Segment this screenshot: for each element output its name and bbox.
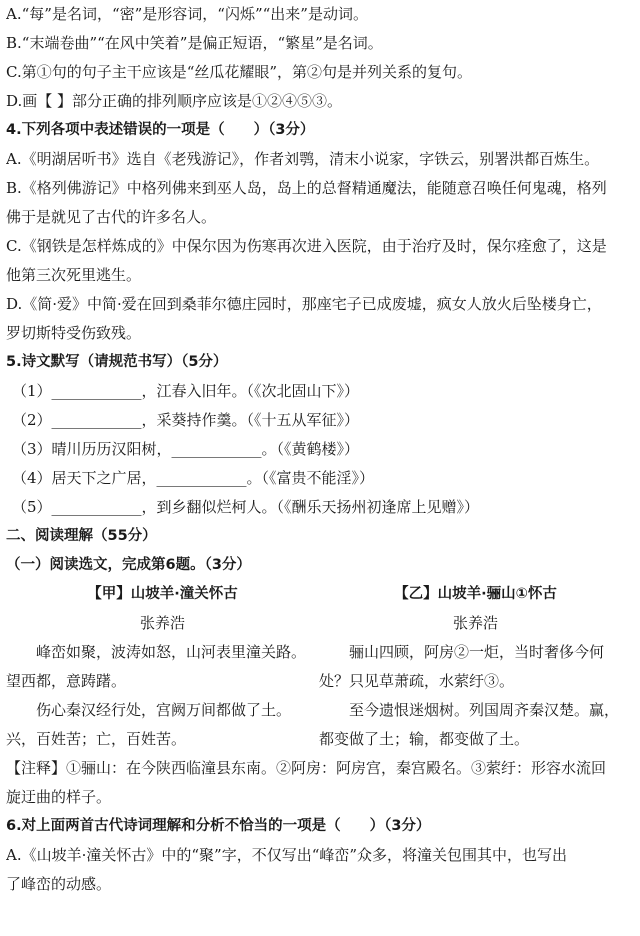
poem-yi-author: 张养浩 [452, 614, 498, 632]
section-2-heading: 二、阅读理解（55分） [6, 528, 157, 544]
subsection-1-heading: （一）阅读选文，完成第6题。（3分） [6, 557, 251, 573]
q5-item-1: （1）____________，江春入旧年。（《次北固山下》） [12, 382, 360, 400]
poems-two-column [6, 580, 632, 754]
poem-yi-line: 骊山四顾，阿房②一炬，当时奢侈今何 [349, 643, 605, 661]
poem-jia-title: 【甲】山坡羊·潼关怀古 [87, 586, 238, 602]
poem-yi-title: 【乙】山坡羊·骊山①怀古 [394, 586, 557, 602]
q3-option-c: C.第①句的句子主干应该是“丝瓜花耀眼”，第②句是并列关系的复句。 [6, 63, 473, 81]
poem-yi [319, 580, 632, 754]
q5-item-2: （2）____________，采葵持作羹。（《十五从军征》） [12, 411, 360, 429]
q6-option-a-cont: 了峰峦的动感。 [6, 875, 112, 893]
q4-option-a: A.《明湖居听书》选自《老残游记》，作者刘鹗，清末小说家，字铁云，别署洪都百炼生。 [6, 150, 600, 168]
poem-jia-author: 张养浩 [139, 614, 185, 632]
q4-option-d-cont: 罗切斯特受伤致残。 [6, 324, 142, 342]
q5-item-4: （4）居天下之广居，____________。（《富贵不能淫》） [12, 469, 375, 487]
annotation-note: 【注释】①骊山：在今陕西临潼县东南。②阿房：阿房宫，秦宫殿名。③萦纡：形容水流回 [6, 759, 607, 777]
q4-option-d: D.《简·爱》中简·爱在回到桑菲尔德庄园时，那座宅子已成废墟，疯女人放火后坠楼身亡， [6, 295, 602, 313]
poem-jia-line: 伤心秦汉经行处，宫阙万间都做了土。 [36, 701, 292, 719]
poem-jia-line: 望西都，意踌躇。 [6, 672, 127, 690]
q3-option-b: B.“末端卷曲”“在风中笑着”是偏正短语，“繁星”是名词。 [6, 34, 383, 52]
annotation-note-cont: 旋迂曲的样子。 [6, 788, 112, 806]
q5-item-5: （5）____________，到乡翻似烂柯人。（《酬乐天扬州初逢席上见赠》） [12, 498, 480, 516]
poem-jia-line: 兴，百姓苦；亡，百姓苦。 [6, 730, 187, 748]
q4-option-b-cont: 佛于是就见了古代的许多名人。 [6, 208, 217, 226]
q5-title: 5.诗文默写（请规范书写）（5分） [6, 354, 228, 370]
q4-title: 4.下列各项中表述错误的一项是（ ）（3分） [6, 122, 315, 138]
q3-option-d: D.画【 】部分正确的排列顺序应该是①②④⑤③。 [6, 92, 343, 110]
q4-option-c-cont: 他第三次死里逃生。 [6, 266, 142, 284]
q3-option-a: A.“每”是名词，“密”是形容词，“闪烁”“出来”是动词。 [6, 5, 368, 23]
poem-yi-line: 都变做了土；输，都变做了土。 [319, 730, 530, 748]
q6-title: 6.对上面两首古代诗词理解和分析不恰当的一项是（ ）（3分） [6, 818, 431, 834]
q5-item-3: （3）晴川历历汉阳树，____________。（《黄鹤楼》） [12, 440, 360, 458]
q4-option-b: B.《格列佛游记》中格列佛来到巫人岛，岛上的总督精通魔法，能随意召唤任何鬼魂，格列 [6, 179, 607, 197]
poem-yi-line: 处？只见草萧疏，水萦纡③。 [319, 672, 515, 690]
poem-jia-line: 峰峦如聚，波涛如怒，山河表里潼关路。 [36, 643, 307, 661]
poem-yi-line: 至今遗恨迷烟树。列国周齐秦汉楚。赢， [349, 701, 620, 719]
poem-jia [6, 580, 319, 754]
q4-option-c: C.《钢铁是怎样炼成的》中保尔因为伤寒再次进入医院，由于治疗及时，保尔痊愈了，这是 [6, 237, 607, 255]
q6-option-a: A.《山坡羊·潼关怀古》中的“聚”字，不仅写出“峰峦”众多，将潼关包围其中，也写出 [6, 846, 568, 864]
